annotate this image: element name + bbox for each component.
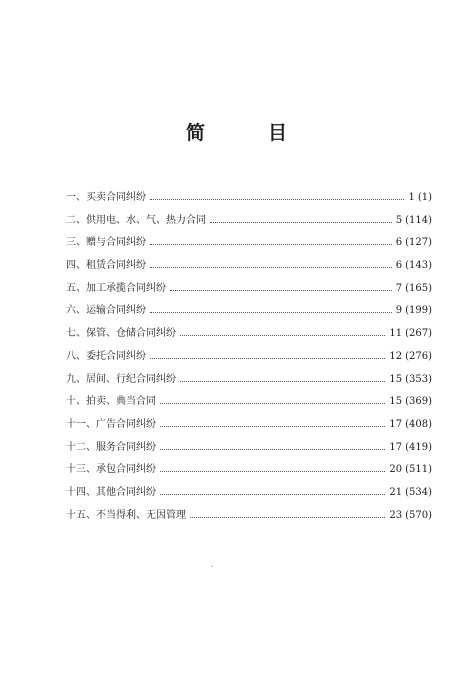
toc-dot-leader <box>150 199 404 200</box>
toc-entry-label: 八、委托合同纠纷 <box>66 350 146 362</box>
toc-dot-leader <box>160 426 385 427</box>
toc-entry-label: 七、保管、仓储合同纠纷 <box>66 328 176 340</box>
toc-entry-page: 1 <box>408 192 415 203</box>
toc-entry-ref: (127) <box>405 237 432 249</box>
toc-entry-page: 7 <box>395 282 403 294</box>
toc-entry-ref: (1) <box>417 192 432 203</box>
toc-entry-ref: (353) <box>405 373 432 385</box>
toc-entry <box>66 396 432 419</box>
toc-entry-page: 20 <box>389 464 403 476</box>
toc-entry-label: 九、居间、行纪合同纠纷 <box>66 373 176 385</box>
toc-entry-ref: (199) <box>405 305 432 317</box>
toc-entry-ref: (511) <box>405 464 432 476</box>
toc-dot-leader <box>150 244 392 245</box>
toc-dot-leader <box>180 335 385 336</box>
toc-entry-label: 十五、不当得利、无因管理 <box>66 509 186 521</box>
toc-entry <box>66 328 432 351</box>
toc-dot-leader <box>160 403 385 404</box>
toc-entry <box>66 260 432 283</box>
toc-dot-leader <box>180 381 385 382</box>
toc-entry-ref: (570) <box>405 509 432 521</box>
toc-entry-label: 十四、其他合同纠纷 <box>66 486 156 498</box>
toc-entry <box>66 442 432 465</box>
toc-dot-leader <box>150 312 392 313</box>
toc-dot-leader <box>170 290 392 291</box>
toc-dot-leader <box>150 267 392 268</box>
toc-entry <box>66 283 432 306</box>
toc-entry <box>66 464 432 487</box>
toc-entry <box>66 237 432 260</box>
toc-entry-label: 十、拍卖、典当合同 <box>66 396 156 408</box>
toc-entry-ref: (419) <box>405 441 432 453</box>
toc-entry-page: 17 <box>389 441 403 453</box>
toc-entry-label: 五、加工承揽合同纠纷 <box>66 282 166 294</box>
toc-entry <box>66 487 432 510</box>
toc-entry-page: 6 <box>395 237 403 249</box>
toc-entry-ref: (165) <box>405 282 432 294</box>
toc-entry <box>66 374 432 397</box>
toc-dot-leader <box>150 358 385 359</box>
toc-entry-page: 5 <box>395 214 403 226</box>
toc-entry <box>66 419 432 442</box>
toc-dot-leader <box>160 449 385 450</box>
toc-entry-page: 6 <box>395 260 403 272</box>
toc-entry <box>66 351 432 374</box>
toc-entry-ref: (276) <box>405 350 432 362</box>
page-title: 简 目 <box>185 122 309 144</box>
toc-entry-page: 23 <box>389 509 403 521</box>
toc-entry-page: 17 <box>389 418 403 430</box>
toc-entry-ref: (534) <box>405 486 432 498</box>
toc-entry-ref: (143) <box>405 260 432 272</box>
toc-entry-ref: (369) <box>405 396 432 408</box>
toc-entry-page: 15 <box>389 396 403 408</box>
table-of-contents <box>66 192 432 532</box>
toc-entry-page: 12 <box>389 350 403 362</box>
toc-entry-label: 十三、承包合同纠纷 <box>66 464 156 476</box>
toc-entry-label: 六、运输合同纠纷 <box>66 305 146 317</box>
toc-entry-label: 三、赠与合同纠纷 <box>66 237 146 249</box>
toc-entry <box>66 305 432 328</box>
scan-speck <box>211 566 213 567</box>
toc-entry <box>66 215 432 238</box>
toc-entry-page: 15 <box>389 373 403 385</box>
toc-entry-label: 四、租赁合同纠纷 <box>66 260 146 272</box>
toc-entry-label: 二、供用电、水、气、热力合同 <box>66 214 206 226</box>
toc-entry-label: 十二、服务合同纠纷 <box>66 441 156 453</box>
toc-entry <box>66 510 432 533</box>
toc-entry-ref: (267) <box>405 328 432 340</box>
toc-entry-label: 一、买卖合同纠纷 <box>66 192 146 203</box>
toc-entry-ref: (408) <box>405 418 432 430</box>
toc-entry <box>66 192 432 215</box>
toc-dot-leader <box>190 517 385 518</box>
toc-entry-page: 11 <box>389 328 403 340</box>
toc-dot-leader <box>160 494 385 495</box>
toc-entry-page: 9 <box>395 305 403 317</box>
toc-entry-page: 21 <box>389 486 403 498</box>
toc-dot-leader <box>160 471 385 472</box>
toc-dot-leader <box>210 222 392 223</box>
toc-entry-label: 十一、广告合同纠纷 <box>66 418 156 430</box>
toc-entry-ref: (114) <box>405 214 432 226</box>
